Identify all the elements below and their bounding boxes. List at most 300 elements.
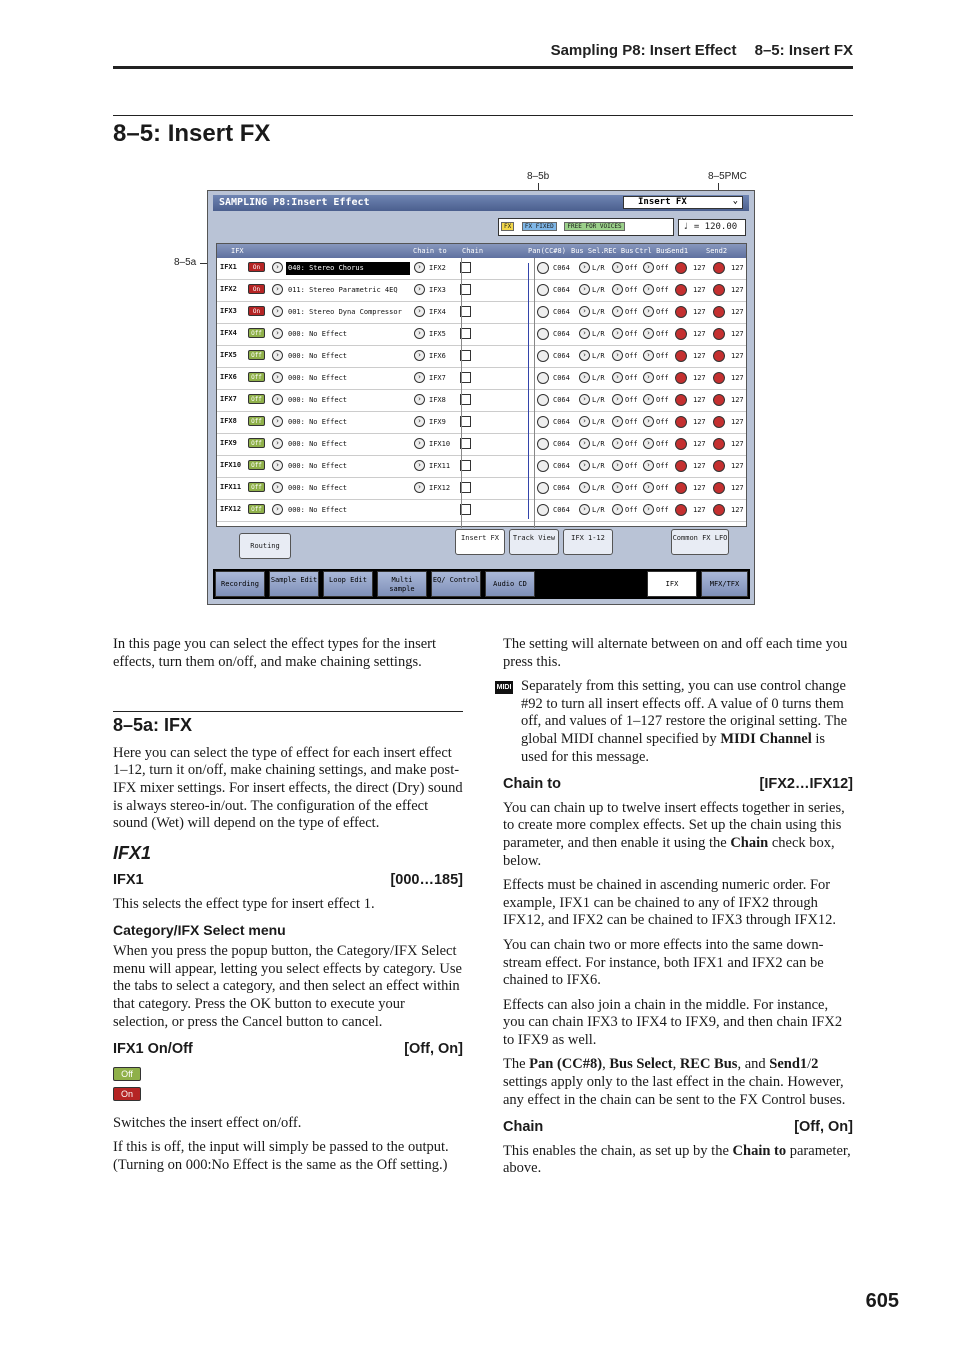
pan-value: C064 [553,286,570,294]
send2-knob-icon[interactable] [713,262,725,274]
send2-value: 127 [731,286,744,294]
ctrl-bus-value[interactable]: Off [656,286,669,294]
ifx-onoff-switch[interactable]: Off [248,482,265,492]
popup-arrow-icon[interactable]: › [272,504,283,515]
ctrl-bus-value[interactable]: Off [656,352,669,360]
status-free-voices: FREE FOR VOICES [564,222,624,231]
send1-knob-icon[interactable] [675,262,687,274]
pan-knob-icon[interactable] [537,482,549,494]
chain-to-text-1: You can chain up to twelve insert effects together in series, to create more complex effects. Set up the chain using this parameter, and then enable it using the [503,799,845,851]
midi-text-1: Separately from this setting, you can use control change #92 to turn all insert effects off. A value of 0 turns them off, and values of 1–127 restore the original setting. The global MIDI channel specified by [521,678,848,747]
ctrl-popup-icon[interactable]: › [643,394,654,405]
send1-value: 127 [693,330,706,338]
chain-to-popup-icon[interactable]: › [414,416,425,427]
order-paragraph: Effects must be chained in ascending numeric order. For example, IFX1 can be chained to any of IFX2 through IFX12, and IFX2 can be chained to IFX3 through IFX12. [503,877,837,929]
alternate-paragraph: The setting will alternate between on and off each time you press this. [503,636,848,670]
rec-bus-value[interactable]: Off [625,352,638,360]
term-pan: Pan (CC#8) [529,1056,603,1073]
bus-popup-icon[interactable]: › [579,328,590,339]
chain-to-popup-icon[interactable]: › [414,306,425,317]
rec-popup-icon[interactable]: › [612,372,623,383]
ifx-onoff-switch[interactable]: Off [248,394,265,404]
ifx-onoff-switch[interactable]: Off [248,372,265,382]
tab-routing[interactable]: Routing [239,533,291,559]
popup-arrow-icon[interactable]: › [272,350,283,361]
col-rec: REC Bus [604,247,634,255]
rec-bus-value[interactable]: Off [625,484,638,492]
rec-bus-value[interactable]: Off [625,330,638,338]
send2-knob-icon[interactable] [713,416,725,428]
param-chain-range: [Off, On] [794,1119,853,1136]
pan-value: C064 [553,264,570,272]
effect-type-field[interactable]: 040: Stereo Chorus [286,262,410,275]
term-rec-bus: REC Bus [679,1056,738,1073]
ifx-onoff-switch[interactable]: Off [248,350,265,360]
ifx-row-name: IFX11 [220,483,242,491]
page-title: 8–5: Insert FX [113,120,271,147]
send2-knob-icon[interactable] [713,504,725,516]
effect-type-field[interactable]: 000: No Effect [288,462,348,470]
send2-knob-icon[interactable] [713,350,725,362]
switch-description: Switches the insert effect on/off. [113,1114,302,1131]
chain-to-value[interactable]: IFX11 [429,462,451,470]
pan-value: C064 [553,462,570,470]
pan-value: C064 [553,396,570,404]
mode-select[interactable] [623,196,743,209]
bus-select-value[interactable]: L/R [592,440,605,448]
pan-knob-icon[interactable] [537,394,549,406]
popup-arrow-icon[interactable]: › [272,328,283,339]
ifx-onoff-switch[interactable]: On [248,262,265,272]
header-rule [113,66,853,69]
bus-popup-icon[interactable]: › [579,504,590,515]
param-ifx1-onoff [113,1041,463,1059]
ctrl-popup-icon[interactable]: › [643,350,654,361]
downstream-paragraph: You can chain two or more effects into the same down-stream effect. For instance, both IFX1 and IFX2 can be chained to IFX6. [503,936,824,989]
param-ifx1-name: IFX1 [113,872,144,889]
col-chain-to: Chain to [413,247,447,255]
ifx-onoff-switch[interactable]: Off [248,328,265,338]
col-pan: Pan(CC#8) [528,247,566,255]
pan-knob-icon[interactable] [537,504,549,516]
send1-knob-icon[interactable] [675,460,687,472]
sep-3: , and [737,1056,770,1073]
ifx-onoff-switch[interactable]: On [248,306,265,316]
send1-knob-icon[interactable] [675,328,687,340]
ifx-row-name: IFX3 [220,307,237,315]
status-fx-fixed: FX FIXED [522,222,557,231]
callout-8-5b: 8–5b [527,171,550,182]
col-ifx: IFX [231,247,244,255]
chain-text-1: This enables the chain, as set up by the [503,1142,733,1159]
chain-to-value[interactable]: IFX10 [429,440,451,448]
effect-type-field[interactable]: 000: No Effect [288,484,348,492]
bus-select-value[interactable]: L/R [592,374,605,382]
rec-popup-icon[interactable]: › [612,284,623,295]
ifx-row-name: IFX1 [220,263,237,271]
ctrl-bus-value[interactable]: Off [656,330,669,338]
send2-value: 127 [731,264,744,272]
chain-to-value[interactable]: IFX7 [429,374,446,382]
bus-select-value[interactable]: L/R [592,396,605,404]
ifx-onoff-switch[interactable]: Off [248,416,265,426]
rec-bus-value[interactable]: Off [625,374,638,382]
rec-popup-icon[interactable]: › [612,482,623,493]
rec-popup-icon[interactable]: › [612,394,623,405]
term-send2: 2 [811,1056,819,1073]
chain-to-description [503,800,853,870]
pan-value: C064 [553,374,570,382]
ifx1-description: This selects the effect type for insert effect 1. [113,895,375,912]
send1-value: 127 [693,264,706,272]
col-send1: Send1 [667,247,689,255]
chain-to-value[interactable]: IFX12 [429,484,451,492]
send2-knob-icon[interactable] [713,438,725,450]
ifx-row-name: IFX7 [220,395,237,403]
bus-popup-icon[interactable]: › [579,482,590,493]
send2-value: 127 [731,484,744,492]
chain-to-popup-icon[interactable]: › [414,460,425,471]
ctrl-bus-value[interactable]: Off [656,484,669,492]
rec-popup-icon[interactable]: › [612,504,623,515]
popup-arrow-icon[interactable]: › [272,262,283,273]
bus-select-value[interactable]: L/R [592,352,605,360]
tab-ifx-1-12[interactable]: IFX 1-12 [563,529,613,555]
page-tab-audio-cd[interactable]: Audio CD [485,571,535,597]
effect-type-field[interactable]: 000: No Effect [288,506,348,514]
send1-value: 127 [693,396,706,404]
last-text-1: The [503,1056,530,1073]
effect-type-field[interactable]: 000: No Effect [288,374,348,382]
ctrl-popup-icon[interactable]: › [643,416,654,427]
midi-note [496,678,853,766]
send2-knob-icon[interactable] [713,328,725,340]
send2-knob-icon[interactable] [713,372,725,384]
param-chain [503,1119,853,1137]
send2-knob-icon[interactable] [713,460,725,472]
title-rule [113,115,853,116]
ctrl-popup-icon[interactable]: › [643,460,654,471]
send1-value: 127 [693,352,706,360]
chain-to-popup-icon[interactable]: › [414,482,425,493]
sep-4: / [807,1056,812,1073]
pan-knob-icon[interactable] [537,460,549,472]
pan-knob-icon[interactable] [537,372,549,384]
send1-knob-icon[interactable] [675,438,687,450]
ctrl-popup-icon[interactable]: › [643,504,654,515]
heading-ifx1: IFX1 [113,842,152,863]
popup-arrow-icon[interactable]: › [272,284,283,295]
device-screenshot [207,190,755,605]
param-onoff-range: [Off, On] [404,1041,463,1058]
col-bus: Bus Sel. [571,247,605,255]
send1-value: 127 [693,462,706,470]
pan-value: C064 [553,308,570,316]
send2-value: 127 [731,396,744,404]
send2-knob-icon[interactable] [713,394,725,406]
bus-select-value[interactable]: L/R [592,506,605,514]
ctrl-popup-icon[interactable]: › [643,284,654,295]
effect-type-field[interactable]: 000: No Effect [288,330,348,338]
ifx-row-name: IFX6 [220,373,237,381]
pan-knob-icon[interactable] [537,328,549,340]
send2-value: 127 [731,440,744,448]
pan-value: C064 [553,418,570,426]
param-chain-to-range: [IFX2…IFX12] [759,776,853,793]
bus-select-value[interactable]: L/R [592,286,605,294]
rec-popup-icon[interactable]: › [612,460,623,471]
send1-value: 127 [693,484,706,492]
rec-popup-icon[interactable]: › [612,438,623,449]
rec-bus-value[interactable]: Off [625,308,638,316]
send1-value: 127 [693,506,706,514]
rec-bus-value[interactable]: Off [625,418,638,426]
pan-knob-icon[interactable] [537,284,549,296]
sep-1: , [602,1056,610,1073]
send1-knob-icon[interactable] [675,284,687,296]
bus-select-value[interactable]: L/R [592,330,605,338]
effect-type-field[interactable]: 000: No Effect [288,396,348,404]
fx-status-display [498,218,674,236]
chain-to-popup-icon[interactable]: › [414,284,425,295]
send2-value: 127 [731,308,744,316]
send1-knob-icon[interactable] [675,416,687,428]
pan-value: C064 [553,484,570,492]
col-chain: Chain [462,247,484,255]
intro-paragraph: In this page you can select the effect types for the insert effects, turn them on/off, and make chaining settings. [113,636,437,670]
heading-8-5a: 8–5a: IFX [113,711,463,735]
pan-knob-icon[interactable] [537,306,549,318]
effect-type-field[interactable]: 000: No Effect [288,352,348,360]
bus-popup-icon[interactable]: › [579,460,590,471]
pan-value: C064 [553,352,570,360]
rec-popup-icon[interactable]: › [612,306,623,317]
send1-value: 127 [693,374,706,382]
ctrl-bus-value[interactable]: Off [656,374,669,382]
ctrl-popup-icon[interactable]: › [643,372,654,383]
send2-value: 127 [731,462,744,470]
chain-to-value[interactable]: IFX2 [429,264,446,272]
effect-type-field[interactable]: 011: Stereo Parametric 4EQ [288,286,398,294]
bus-popup-icon[interactable]: › [579,284,590,295]
send2-value: 127 [731,374,744,382]
pan-value: C064 [553,440,570,448]
chain-to-text-2: check box, below. [503,834,835,869]
bus-select-value[interactable]: L/R [592,418,605,426]
ifx-table-header [217,244,746,258]
send1-knob-icon[interactable] [675,350,687,362]
ctrl-popup-icon[interactable]: › [643,306,654,317]
ctrl-bus-value[interactable]: Off [656,396,669,404]
chain-to-value[interactable]: IFX6 [429,352,446,360]
chain-to-popup-icon[interactable]: › [414,394,425,405]
popup-arrow-icon[interactable]: › [272,394,283,405]
ifx-description: Here you can select the type of effect for each insert effect 1–12, turn it on/off, make chaining settings, and make post-IFX mixer settings. For insert effects, the direct (Dry) sound is always stereo-in/out. The configuration of the effect sound (Wet) will depend on the type of effect. [113,744,463,832]
effect-type-field[interactable]: 000: No Effect [288,418,348,426]
page-tab-recording[interactable]: Recording [215,571,265,597]
ctrl-bus-value[interactable]: Off [656,462,669,470]
send2-value: 127 [731,330,744,338]
midi-channel-term: MIDI Channel [720,730,812,747]
rec-popup-icon[interactable]: › [612,350,623,361]
effect-type-field[interactable]: 001: Stereo Dyna Compressor [288,308,402,316]
page-tab-ifx[interactable]: IFX [647,571,697,597]
bus-select-value[interactable]: L/R [592,484,605,492]
chain-to-popup-icon[interactable]: › [414,262,425,273]
rec-bus-value[interactable]: Off [625,396,638,404]
ctrl-popup-icon[interactable]: › [643,482,654,493]
ifx-onoff-switch[interactable]: On [248,284,265,294]
chain-to-value[interactable]: IFX5 [429,330,446,338]
send1-value: 127 [693,286,706,294]
pan-knob-icon[interactable] [537,262,549,274]
rec-bus-value[interactable]: Off [625,506,638,514]
param-onoff-name: IFX1 On/Off [113,1041,193,1058]
send2-value: 127 [731,506,744,514]
send2-knob-icon[interactable] [713,284,725,296]
rec-bus-value[interactable]: Off [625,440,638,448]
rec-popup-icon[interactable]: › [612,328,623,339]
page-tabs [213,569,750,599]
ifx-row-name: IFX8 [220,417,237,425]
page-tab-sample-edit[interactable]: Sample Edit [269,571,319,597]
tempo-field[interactable]: ♩ = 120.00 [678,219,746,236]
chain-to-value[interactable]: IFX4 [429,308,446,316]
rec-bus-value[interactable]: Off [625,286,638,294]
chain-term: Chain [730,834,769,851]
tab-common-fx-lfo[interactable]: Common FX LFO [671,529,729,555]
ifx-onoff-switch[interactable]: Off [248,460,265,470]
popup-arrow-icon[interactable]: › [272,438,283,449]
rec-popup-icon[interactable]: › [612,262,623,273]
rec-bus-value[interactable]: Off [625,264,638,272]
effect-type-field[interactable]: 000: No Effect [288,440,348,448]
term-bus-select: Bus Select [609,1056,673,1073]
send1-value: 127 [693,418,706,426]
status-fx: FX [501,222,514,231]
bus-popup-icon[interactable]: › [579,306,590,317]
param-chain-name: Chain [503,1119,544,1136]
ctrl-popup-icon[interactable]: › [643,438,654,449]
send1-knob-icon[interactable] [675,394,687,406]
category-menu-description: When you press the popup button, the Category/IFX Select menu will appear, letting you select effects by category. Use the tabs to select a category, and then select an effect within that category. Press the OK button to execute your selection, or press the Cancel button to cancel. [113,943,462,1030]
last-effect-paragraph [503,1056,853,1109]
chain-routing-area [461,258,535,528]
ifx-onoff-switch[interactable]: Off [248,438,265,448]
page-tab-mfx-tfx[interactable]: MFX/TFX [701,571,748,597]
ctrl-bus-value[interactable]: Off [656,440,669,448]
chain-to-popup-icon[interactable]: › [414,438,425,449]
pan-knob-icon[interactable] [537,350,549,362]
bus-popup-icon[interactable]: › [579,394,590,405]
bus-popup-icon[interactable]: › [579,372,590,383]
tab-track-view[interactable]: Track View [509,529,559,555]
param-ifx1-range: [000…185] [390,872,463,889]
chain-to-popup-icon[interactable]: › [414,328,425,339]
ifx-row-name: IFX10 [220,461,242,469]
term-send1: Send1 [769,1056,808,1073]
bus-popup-icon[interactable]: › [579,262,590,273]
send1-knob-icon[interactable] [675,372,687,384]
chain-bus-line [528,263,529,519]
chain-to-value[interactable]: IFX3 [429,286,446,294]
param-chain-to [503,776,853,794]
send2-value: 127 [731,418,744,426]
heading-category-menu: Category/IFX Select menu [113,921,286,938]
send1-knob-icon[interactable] [675,482,687,494]
chain-to-term: Chain to [732,1142,787,1159]
running-header-section: Sampling P8: Insert Effect [550,42,737,59]
send1-knob-icon[interactable] [675,306,687,318]
running-header [537,42,853,59]
right-column [496,636,853,1185]
screen-titlebar [213,195,749,211]
ctrl-popup-icon[interactable]: › [643,262,654,273]
bus-select-value[interactable]: L/R [592,264,605,272]
popup-arrow-icon[interactable]: › [272,372,283,383]
popup-arrow-icon[interactable]: › [272,306,283,317]
ctrl-bus-value[interactable]: Off [656,264,669,272]
midi-text-2: is used for this message. [521,730,826,765]
on-button-image: On [113,1087,141,1101]
pan-value: C064 [553,506,570,514]
tab-insert-fx[interactable]: Insert FX [455,529,505,555]
last-text-2: settings apply only to the last effect in the chain. However, any effect in the chain can be sent to the FX Control buses. [503,1074,846,1108]
rec-popup-icon[interactable]: › [612,416,623,427]
running-header-subsection: 8–5: Insert FX [754,42,853,59]
off-description: If this is off, the input will simply be passed to the output. (Turning on 000:No Effect is the same as the Off setting.) [113,1139,449,1173]
send2-value: 127 [731,352,744,360]
popup-arrow-icon[interactable]: › [272,460,283,471]
page-tab-multi-sample[interactable]: Multi sample [377,571,427,597]
sub-tabs [216,531,747,561]
ifx-onoff-switch[interactable]: Off [248,504,265,514]
popup-arrow-icon[interactable]: › [272,416,283,427]
chain-to-value[interactable]: IFX8 [429,396,446,404]
chevron-down-icon: ⌄ [732,196,738,206]
col-send2: Send2 [706,247,728,255]
ctrl-bus-value[interactable]: Off [656,308,669,316]
bus-popup-icon[interactable]: › [579,416,590,427]
bus-popup-icon[interactable]: › [579,438,590,449]
page-number: 605 [865,1290,899,1312]
pan-knob-icon[interactable] [537,416,549,428]
send2-knob-icon[interactable] [713,482,725,494]
ctrl-bus-value[interactable]: Off [656,506,669,514]
page-tab-eq-control[interactable]: EQ/ Control [431,571,481,597]
screen-title: SAMPLING P8:Insert Effect [219,197,370,208]
bus-select-value[interactable]: L/R [592,462,605,470]
bus-select-value[interactable]: L/R [592,308,605,316]
param-ifx1 [113,872,463,890]
pan-knob-icon[interactable] [537,438,549,450]
col-ctrl: Ctrl Bus [635,247,669,255]
popup-arrow-icon[interactable]: › [272,482,283,493]
send1-knob-icon[interactable] [675,504,687,516]
page-tab-loop-edit[interactable]: Loop Edit [323,571,373,597]
chain-to-popup-icon[interactable]: › [414,350,425,361]
pan-value: C064 [553,330,570,338]
ctrl-popup-icon[interactable]: › [643,328,654,339]
bus-popup-icon[interactable]: › [579,350,590,361]
chain-text-2: parameter, above. [503,1142,851,1177]
chain-to-value[interactable]: IFX9 [429,418,446,426]
rec-bus-value[interactable]: Off [625,462,638,470]
chain-to-popup-icon[interactable]: › [414,372,425,383]
off-button-image: Off [113,1067,141,1081]
send2-knob-icon[interactable] [713,306,725,318]
ctrl-bus-value[interactable]: Off [656,418,669,426]
